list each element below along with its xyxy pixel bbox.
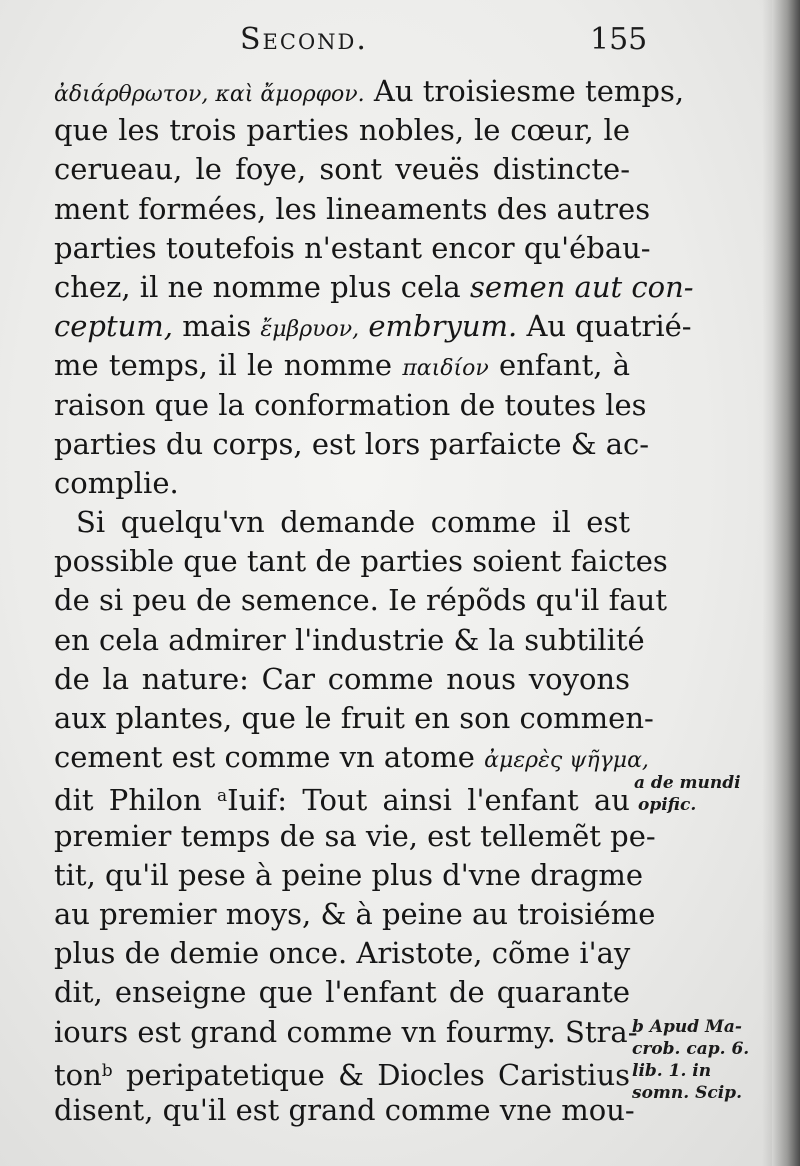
text-line-15: en cela admirer l'industrie & la subtilité xyxy=(54,622,645,657)
text-line-11: complie. xyxy=(54,465,179,500)
text-line-22: au premier moys, & à peine au troisiéme xyxy=(54,896,656,931)
text-span: Au troisiesme temps, xyxy=(373,74,685,108)
text-span: chez, il ne nomme plus cela xyxy=(54,269,461,304)
footnote-marker-b: b xyxy=(101,1060,113,1081)
text-line-12: Si quelqu'vn demande comme il est xyxy=(76,505,630,540)
text-line-2: que les trois parties nobles, le cœur, le xyxy=(54,113,630,148)
text-line-16: de la nature: Car comme nous voyons xyxy=(54,661,630,696)
text-line-6 xyxy=(54,268,694,307)
running-head: Second. xyxy=(240,22,368,57)
text-line-24: dit, enseigne que l'enfant de quarante xyxy=(54,975,630,1010)
margin-note-line: b Apud Ma- xyxy=(632,1017,742,1037)
page-edge-shadow xyxy=(762,0,772,1166)
text-line-13: possible que tant de parties soient faictes xyxy=(54,544,668,579)
text-span: ton xyxy=(54,1057,102,1092)
margin-note-line: lib. 1. in xyxy=(632,1061,712,1081)
text-line-4: ment formées, les lineaments des autres xyxy=(54,191,651,226)
text-span: mais xyxy=(182,309,252,344)
footnote-marker-a: a xyxy=(217,786,228,807)
text-line-3: cerueau, le foye, sont veuës distincte- xyxy=(54,152,630,187)
page-number: 155 xyxy=(590,22,648,57)
latin-phrase: semen aut con- xyxy=(469,269,694,304)
text-line-8 xyxy=(54,346,630,385)
text-line-5: parties toutefois n'estant encor qu'ébau- xyxy=(54,230,651,265)
book-gutter xyxy=(772,0,800,1166)
greek-phrase: ἔμβρυον, xyxy=(260,317,360,343)
text-line-7 xyxy=(54,307,692,346)
margin-note-line: crob. cap. 6. xyxy=(632,1039,750,1059)
text-line-17: aux plantes, que le fruit en son commen- xyxy=(54,701,654,735)
text-line-27: disent, qu'il est grand comme vne mou- xyxy=(54,1092,635,1127)
text-span: Au quatrié- xyxy=(526,309,692,344)
text-line-14: de si peu de semence. Ie répõds qu'il faut xyxy=(54,583,667,618)
margin-note-line: somn. Scip. xyxy=(632,1083,742,1103)
text-span: dit Philon xyxy=(54,783,202,818)
margin-note-line: a de mundi xyxy=(634,773,741,793)
text-span: peripatetique & Diocles Caristius xyxy=(125,1057,630,1092)
text-line-19 xyxy=(54,777,630,816)
text-span: cement est comme vn atome xyxy=(54,740,475,775)
text-line-1 xyxy=(54,72,685,111)
text-line-18 xyxy=(54,738,649,777)
greek-phrase: ἀδιάρθρωτον, καὶ ἄμορφον. xyxy=(54,82,365,107)
text-line-9: raison que la conformation de toutes les xyxy=(54,387,647,422)
greek-phrase: ἀμερὲς ψῆγμα, xyxy=(484,748,649,774)
margin-note-a xyxy=(634,772,741,816)
text-line-20: premier temps de sa vie, est tellemẽt pe- xyxy=(54,818,656,853)
text-line-23: plus de demie once. Aristote, cõme i'ay xyxy=(54,936,631,971)
text-line-10: parties du corps, est lors parfaicte & ac- xyxy=(54,426,650,461)
margin-note-b xyxy=(632,1016,749,1104)
margin-note-line: opific. xyxy=(638,795,697,815)
text-span: enfant, à xyxy=(499,348,631,383)
text-span: me temps, il le nomme xyxy=(54,348,393,383)
latin-phrase: ceptum, xyxy=(54,309,174,344)
latin-phrase: embryum. xyxy=(368,309,518,344)
text-line-26 xyxy=(54,1052,630,1091)
text-line-21: tit, qu'il pese à peine plus d'vne dragme xyxy=(54,857,644,892)
text-span: Iuif: Tout ainsi l'enfant au xyxy=(227,783,630,818)
text-line-25: iours est grand comme vn fourmy. Stra- xyxy=(54,1014,638,1049)
greek-phrase: παιδίον xyxy=(402,356,489,382)
